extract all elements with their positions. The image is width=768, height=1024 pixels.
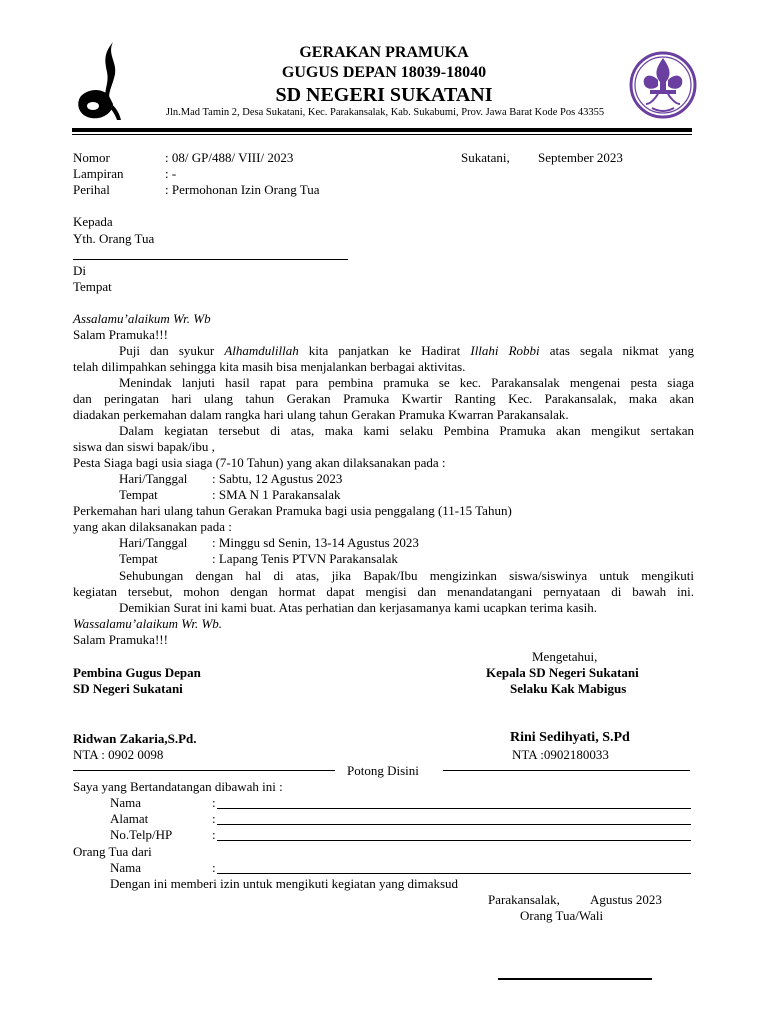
siaga-hari-value: : Sabtu, 12 Agustus 2023	[212, 471, 343, 486]
letterhead-rule-thin	[72, 134, 692, 135]
salam-open: Assalamu’alaikum Wr. Wb	[73, 311, 211, 326]
paragraph-3-line-1: Dalam kegiatan tersebut di atas, maka kami selaku Pembina Pramuka akan mengikut sertakan	[119, 423, 694, 438]
left-signer-title-2: SD Negeri Sukatani	[73, 681, 183, 696]
slip-wali: Orang Tua/Wali	[520, 908, 604, 923]
slip-nama2-label: Nama	[110, 860, 142, 875]
slip-alamat-field[interactable]	[217, 824, 691, 825]
paragraph-1-line-1: Puji dan syukur Alhamdulillah kita panjatkan ke Hadirat Illahi Robbi atas segala nikmat yang	[119, 343, 695, 358]
paragraph-4-line-1: Sehubungan dengan hal di atas, jika Bapak/Ibu mengizinkan siswa/siswinya untuk mengikuti	[119, 568, 694, 583]
di: Di	[73, 263, 86, 278]
left-signer-name: Ridwan Zakaria,S.Pd.	[73, 731, 197, 746]
kemah-line-2: yang akan dilaksanakan pada :	[73, 519, 232, 534]
nomor-label: Nomor	[73, 150, 110, 165]
paragraph-2-line-2: dan peringatan hari ulang tahun Gerakan Pramuka Kwartir Ranting Kec. Parakansalak, maka akan	[73, 391, 694, 406]
slip-nama2-colon: :	[212, 860, 216, 875]
kemah-tempat-label: Tempat	[119, 551, 158, 566]
slip-intro: Saya yang Bertandatangan dibawah ini :	[73, 779, 283, 794]
right-signer-nta: NTA :0902180033	[512, 747, 609, 762]
slip-alamat-label: Alamat	[110, 811, 149, 826]
right-signer-title-1: Kepala SD Negeri Sukatani	[486, 665, 639, 680]
org-name: GERAKAN PRAMUKA	[299, 44, 469, 61]
cut-line-right	[443, 770, 690, 771]
slip-alamat-colon: :	[212, 811, 216, 826]
nomor-value: : 08/ GP/488/ VIII/ 2023	[165, 150, 294, 165]
left-signer-title-1: Pembina Gugus Depan	[73, 665, 201, 680]
scout-emblem-icon	[628, 50, 698, 122]
slip-telp-field[interactable]	[217, 840, 691, 841]
slip-nama-label: Nama	[110, 795, 142, 810]
slip-signature-line[interactable]	[498, 978, 652, 980]
gugus-depan: GUGUS DEPAN 18039-18040	[281, 64, 487, 81]
kemah-hari-label: Hari/Tanggal	[119, 535, 188, 550]
salam-close: Wassalamu’alaikum Wr. Wb.	[73, 616, 223, 631]
cut-label: Potong Disini	[347, 763, 419, 778]
slip-place: Parakansalak,	[488, 892, 560, 907]
letterhead-rule-thick	[72, 128, 692, 132]
paragraph-5: Demikian Surat ini kami buat. Atas perhatian dan kerjasamanya kami ucapkan terima kasih.	[119, 600, 597, 615]
salam-pramuka: Salam Pramuka!!!	[73, 327, 168, 342]
slip-nama-field[interactable]	[217, 808, 691, 809]
paragraph-3-line-2: siswa dan siswi bapak/ibu ,	[73, 439, 215, 454]
paragraph-1-line-2: telah dilimpahkan sehingga kita masih bisa menjalankan berbagai aktivitas.	[73, 359, 466, 374]
right-signer-name: Rini Sedihyati, S.Pd	[510, 730, 630, 745]
slip-telp-label: No.Telp/HP	[110, 827, 173, 842]
paragraph-4-line-2: kegiatan tersebut, mohon dengan hormat dapat mengisi dan menandatangani pernyataan di bawah ini.	[73, 584, 694, 599]
paragraph-2-line-1: Menindak lanjuti hasil rapat para pembina pramuka se kec. Parakansalak mengenai pesta siaga	[119, 375, 694, 390]
tempat: Tempat	[73, 279, 112, 294]
letter-place: Sukatani,	[461, 150, 510, 165]
siaga-hari-label: Hari/Tanggal	[119, 471, 188, 486]
lampiran-value: : -	[165, 166, 177, 181]
mengetahui: Mengetahui,	[532, 649, 598, 664]
lampiran-label: Lampiran	[73, 166, 124, 181]
right-signer-title-2: Selaku Kak Mabigus	[510, 681, 627, 696]
paragraph-2-line-3: diadakan perkemahan dalam rangka hari ulang tahun Gerakan Pramuka Kwarran Parakansalak.	[73, 407, 569, 422]
letter-date: September 2023	[538, 150, 623, 165]
recipient-name-line	[73, 259, 348, 260]
slip-ortu-label: Orang Tua dari	[73, 844, 152, 859]
siaga-tempat-label: Tempat	[119, 487, 158, 502]
salam-pramuka-2: Salam Pramuka!!!	[73, 632, 168, 647]
slip-nama-colon: :	[212, 795, 216, 810]
perihal-value: : Permohonan Izin Orang Tua	[165, 182, 320, 197]
siaga-tempat-value: : SMA N 1 Parakansalak	[212, 487, 341, 502]
cut-line-left	[73, 770, 335, 771]
kemah-tempat-value: : Lapang Tenis PTVN Parakansalak	[212, 551, 398, 566]
slip-nama2-field[interactable]	[217, 873, 691, 874]
slip-statement: Dengan ini memberi izin untuk mengikuti kegiatan yang dimaksud	[110, 876, 459, 891]
siaga-intro: Pesta Siaga bagi usia siaga (7-10 Tahun) yang akan dilaksanakan pada :	[73, 455, 446, 470]
slip-date: Agustus 2023	[590, 892, 662, 907]
school-address: Jln.Mad Tamin 2, Desa Sukatani, Kec. Parakansalak, Kab. Sukabumi, Prov. Jawa Barat Kode Pos 43355	[165, 107, 605, 118]
kepada: Kepada	[73, 214, 113, 229]
perihal-label: Perihal	[73, 182, 110, 197]
tunas-kelapa-icon	[73, 40, 123, 122]
yth: Yth. Orang Tua	[73, 231, 155, 246]
slip-telp-colon: :	[212, 827, 216, 842]
left-signer-nta: NTA : 0902 0098	[73, 747, 164, 762]
kemah-line-1: Perkemahan hari ulang tahun Gerakan Pramuka bagi usia penggalang (11-15 Tahun)	[73, 503, 512, 518]
kemah-hari-value: : Minggu sd Senin, 13-14 Agustus 2023	[212, 535, 419, 550]
school-name: SD NEGERI SUKATANI	[275, 84, 493, 106]
